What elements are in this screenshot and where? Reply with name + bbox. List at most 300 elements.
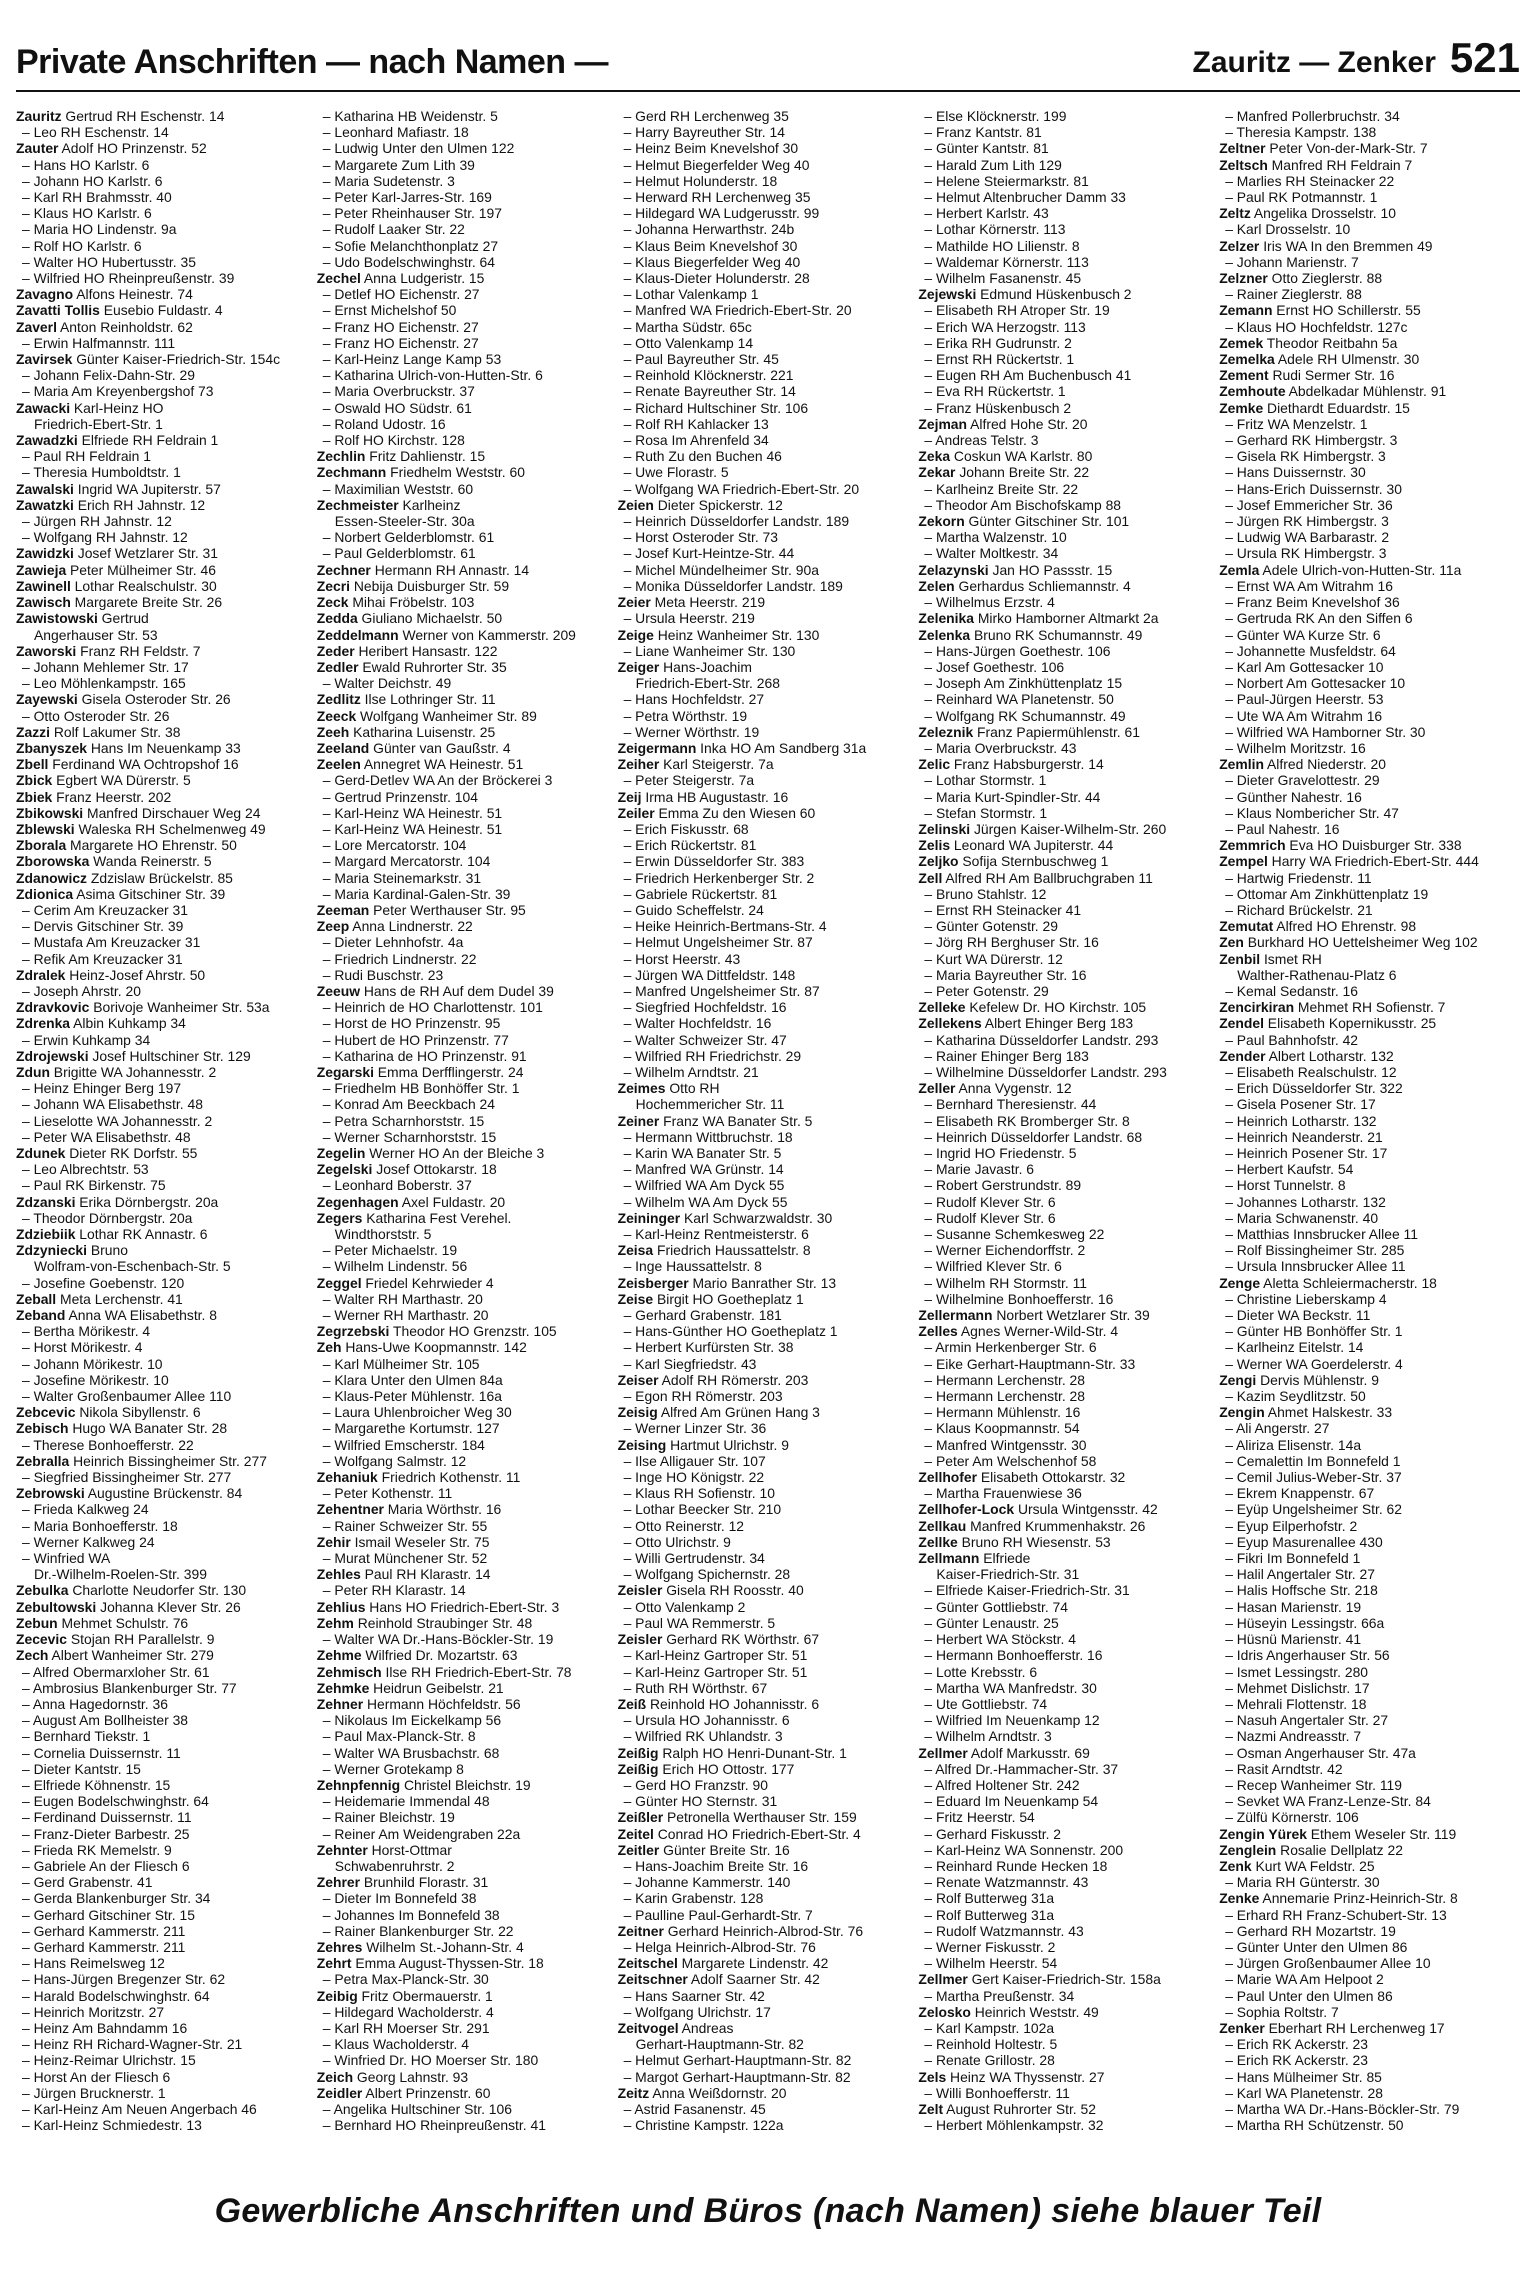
entry-surname: Zekar — [918, 464, 956, 481]
directory-entry — [618, 756, 911, 772]
directory-entry — [16, 1015, 309, 1031]
directory-entry — [918, 627, 1211, 643]
directory-entry — [317, 1615, 610, 1631]
entry-detail: Heinrich Weststr. 49 — [970, 2003, 1099, 2020]
entry-detail: Rosalie Dellplatz 22 — [1276, 1841, 1403, 1858]
directory-entry — [618, 1631, 911, 1647]
entry-detail: Maria Wörthstr. 16 — [383, 1501, 502, 1518]
directory-entry — [618, 1696, 911, 1712]
entry-surname: Zelazynski — [918, 561, 989, 578]
directory-entry: – Fritz WA Menzelstr. 1 — [1225, 415, 1368, 432]
entry-detail: Annegret WA Heinestr. 51 — [360, 756, 524, 773]
directory-entry — [317, 1210, 610, 1226]
entry-surname: Zehmke — [316, 1679, 370, 1696]
entry-surname: Zbiek — [16, 788, 53, 805]
directory-entry — [918, 1501, 1211, 1517]
directory-entry — [16, 886, 309, 902]
directory-entry: – Karl-Heinz Gartroper Str. 51 — [623, 1663, 808, 1680]
directory-entry: – Ferdinand Duissernstr. 11 — [22, 1809, 192, 1826]
entry-detail: Rolf Lakumer Str. 38 — [49, 723, 181, 740]
entry-surname: Zeka — [918, 448, 951, 465]
directory-entry: – Erwin Kuhkamp 34 — [22, 1031, 151, 1048]
entry-surname: Zelleke — [918, 999, 966, 1016]
directory-entry — [618, 789, 911, 805]
entry-detail: Manfred Krummenhakstr. 26 — [966, 1517, 1146, 1534]
directory-entry: – Heinz RH Richard-Wagner-Str. 21 — [22, 2036, 243, 2053]
directory-entry: – Winfried Dr. HO Moerser Str. 180 — [322, 2052, 539, 2069]
entry-surname: Zenke — [1219, 1890, 1260, 1907]
directory-entry: – Gabriele An der Fliesch 6 — [22, 1857, 190, 1874]
directory-entry: – Paul Unter den Ulmen 86 — [1225, 1987, 1393, 2004]
directory-entry: – Rainer Ehinger Berg 183 — [924, 1047, 1089, 1064]
entry-detail: Hermann RH Annastr. 14 — [370, 561, 530, 578]
entry-surname: Zawacki — [16, 399, 71, 416]
directory-entry — [618, 1761, 911, 1777]
entry-surname: Zavatti Tollis — [16, 302, 100, 319]
directory-entry: – Siegfried Hochfeldstr. 16 — [623, 999, 787, 1016]
directory-entry: – Walter WA Brusbachstr. 68 — [322, 1744, 500, 1761]
directory-entry — [16, 594, 309, 610]
entry-surname: Zeeck — [316, 707, 357, 724]
directory-entry: – Josef Kurt-Heintze-Str. 44 — [623, 545, 795, 562]
directory-entry — [16, 562, 309, 578]
directory-entry: – Ernst WA Am Witrahm 16 — [1225, 577, 1393, 594]
entry-surname: Zellkau — [918, 1517, 967, 1534]
directory-entry: – Sophia Roltstr. 7 — [1225, 2003, 1339, 2020]
directory-entry: – Walter Moltkestr. 34 — [924, 545, 1059, 562]
directory-entry: – Werner Fiskusstr. 2 — [924, 1938, 1056, 1955]
entry-detail: Katharina Fest Verehel. — [362, 1209, 512, 1226]
directory-entry: – Marie WA Am Helpoot 2 — [1225, 1971, 1384, 1988]
directory-entry — [317, 756, 610, 772]
directory-entry: – Jürgen RH Jahnstr. 12 — [22, 513, 172, 530]
directory-entry: – Klaus Biegerfelder Weg 40 — [623, 253, 801, 270]
directory-entry — [16, 999, 309, 1015]
directory-entry: – Karl Drosselstr. 10 — [1225, 221, 1351, 238]
entry-surname: Zenglein — [1219, 1841, 1277, 1858]
directory-entry: – Nikolaus Im Eickelkamp 56 — [322, 1712, 502, 1729]
entry-surname: Zedler — [316, 658, 359, 675]
directory-entry: – Frieda Kalkweg 24 — [22, 1501, 149, 1518]
directory-entry: – Herbert Karlstr. 43 — [924, 205, 1049, 222]
directory-entry: – Gerhard Kammerstr. 211 — [22, 1938, 186, 1955]
entry-detail: Gert Kaiser-Friedrich-Str. 158a — [967, 1971, 1161, 1988]
entry-detail: Friedrich Kothenstr. 11 — [377, 1469, 521, 1486]
directory-entry: – Renate Watzmannstr. 43 — [924, 1874, 1089, 1891]
entry-detail: Burkhard HO Uettelsheimer Weg 102 — [1243, 934, 1478, 951]
entry-surname: Zeitschner — [617, 1971, 688, 1988]
directory-entry: – Herbert Kaufstr. 54 — [1225, 1161, 1354, 1178]
directory-entry: – Hermann Wittbruchstr. 18 — [623, 1128, 793, 1145]
directory-entry: – Hans Reimelsweg 12 — [22, 1955, 165, 1972]
directory-entry: – Hans-Jürgen Bregenzer Str. 62 — [22, 1971, 226, 1988]
directory-entry: – Wilhelm Arndtstr. 3 — [924, 1728, 1052, 1745]
entry-detail: Ilse Lothringer Str. 11 — [360, 691, 496, 708]
directory-entry: – Heinrich Düsseldorfer Landstr. 189 — [623, 513, 850, 530]
directory-entry: – Wilhelm Arndtstr. 21 — [623, 1063, 759, 1080]
directory-entry: – Rosa Im Ahrenfeld 34 — [623, 432, 769, 449]
page-title: Private Anschriften — nach Namen — — [16, 43, 609, 81]
entry-surname: Zegelski — [316, 1161, 373, 1178]
directory-entry — [16, 351, 309, 367]
entry-surname: Zelzer — [1219, 237, 1260, 254]
entry-surname: Zeisig — [617, 1404, 658, 1421]
directory-entry — [1219, 853, 1512, 869]
directory-entry: – Werner Eichendorffstr. 2 — [924, 1242, 1086, 1259]
entry-surname: Zecevic — [16, 1631, 67, 1648]
directory-entry: – Paul WA Remmerstr. 5 — [623, 1614, 776, 1631]
directory-entry — [317, 578, 610, 594]
entry-surname: Zawidzki — [16, 545, 74, 562]
entry-detail: Heinrich Bissingheimer Str. 277 — [69, 1452, 267, 1469]
directory-entry: – Gerd HO Franzstr. 90 — [623, 1776, 768, 1793]
directory-entry: – Wolfgang WA Friedrich-Ebert-Str. 20 — [623, 480, 860, 497]
entry-detail: Wilhelm St.-Johann-Str. 4 — [362, 1938, 524, 1955]
entry-detail: Emma August-Thyssen-Str. 18 — [351, 1955, 544, 1972]
directory-entry: Friedrich-Ebert-Str. 268 — [635, 675, 780, 692]
entry-surname: Zeck — [316, 594, 349, 611]
directory-entry: – Gerda Blankenburger Str. 34 — [22, 1890, 211, 1907]
directory-entry: – Alfred Dr.-Hammacher-Str. 37 — [924, 1760, 1119, 1777]
entry-surname: Zeißler — [617, 1809, 664, 1826]
directory-entry: – Peter Am Welschenhof 58 — [924, 1452, 1097, 1469]
directory-entry — [317, 1777, 610, 1793]
entry-surname: Zemutat — [1219, 918, 1274, 935]
directory-entry: – Hüseyin Lessingstr. 66a — [1225, 1614, 1385, 1631]
directory-entry: – Eyup Masurenallee 430 — [1225, 1533, 1383, 1550]
directory-columns — [16, 108, 1520, 2154]
directory-entry — [16, 286, 309, 302]
entry-detail: Manfred RH Feldrain 7 — [1267, 156, 1413, 173]
directory-entry: – Martha WA Manfredstr. 30 — [924, 1679, 1097, 1696]
entry-detail: Leonard WA Jupiterstr. 44 — [950, 837, 1114, 854]
directory-entry: – Waldemar Körnerstr. 113 — [924, 253, 1089, 270]
directory-entry: – Karl Kampstr. 102a — [924, 2019, 1055, 2036]
entry-surname: Zeeman — [316, 901, 370, 918]
directory-entry: – Lotte Krebsstr. 6 — [924, 1663, 1038, 1680]
entry-surname: Zehres — [316, 1938, 363, 1955]
entry-surname: Zendel — [1219, 1015, 1264, 1032]
directory-entry: – Hildegard WA Ludgerusstr. 99 — [623, 205, 820, 222]
directory-entry — [317, 918, 610, 934]
directory-entry: – Horst Heerstr. 43 — [623, 950, 741, 967]
directory-entry: – Rolf Butterweg 31a — [924, 1906, 1055, 1923]
entry-detail: Ilse RH Friedrich-Ebert-Str. 78 — [381, 1663, 572, 1680]
directory-entry: – Erich Düsseldorfer Str. 322 — [1225, 1080, 1403, 1097]
directory-entry — [16, 740, 309, 756]
directory-entry — [1219, 918, 1512, 934]
directory-entry: – Wilhelmine Düsseldorfer Landstr. 293 — [924, 1063, 1167, 1080]
directory-entry: – Heinz Ehinger Berg 197 — [22, 1080, 182, 1097]
directory-entry: – Karl-Heinz WA Heinestr. 51 — [322, 820, 503, 837]
directory-entry: – Lothar Valenkamp 1 — [623, 286, 759, 303]
directory-entry — [918, 756, 1211, 772]
entry-surname: Zeitel — [617, 1825, 654, 1842]
directory-entry — [317, 610, 610, 626]
directory-entry — [317, 2069, 610, 2085]
directory-entry: – Harry Bayreuther Str. 14 — [623, 124, 785, 141]
directory-entry — [16, 610, 309, 626]
entry-detail: Anna Lindnerstr. 22 — [349, 918, 473, 935]
directory-entry: – Gisela Posener Str. 17 — [1225, 1096, 1376, 1113]
directory-entry: – Reinhard WA Planetenstr. 50 — [924, 691, 1114, 708]
entry-surname: Zeige — [617, 626, 654, 643]
entry-detail: Kefelew Dr. HO Kirchstr. 105 — [965, 999, 1147, 1016]
directory-entry — [317, 627, 610, 643]
directory-entry — [618, 1955, 911, 1971]
entry-detail: Sofija Sternbuschweg 1 — [958, 853, 1109, 870]
entry-detail: Margarete Lindenstr. 42 — [677, 1955, 829, 1972]
directory-entry — [618, 1404, 911, 1420]
directory-entry: – Erhard RH Franz-Schubert-Str. 13 — [1225, 1906, 1447, 1923]
directory-entry — [16, 319, 309, 335]
directory-entry — [1219, 562, 1512, 578]
directory-entry: – Wilfried WA Hamborner Str. 30 — [1225, 723, 1426, 740]
entry-detail: Günter van Gaußstr. 4 — [369, 739, 511, 756]
entry-detail: Erika Dörnbergstr. 20a — [75, 1193, 219, 1210]
directory-entry: – Eugen RH Am Buchenbusch 41 — [924, 367, 1132, 384]
entry-surname: Zehrt — [316, 1955, 352, 1972]
directory-entry: – Josefine Goebenstr. 120 — [22, 1274, 185, 1291]
directory-entry: – Erich Fiskusstr. 68 — [623, 820, 749, 837]
directory-entry — [618, 1080, 911, 1096]
entry-surname: Zengin Yürek — [1219, 1825, 1307, 1842]
entry-detail: Theodor HO Grenzstr. 105 — [389, 1323, 557, 1340]
entry-detail: Nikola Sibyllenstr. 6 — [75, 1404, 201, 1421]
directory-entry: – Franz Hüskenbusch 2 — [924, 399, 1072, 416]
entry-surname: Zeien — [617, 496, 654, 513]
entry-surname: Zebcevic — [16, 1404, 76, 1421]
entry-surname: Zegers — [316, 1209, 363, 1226]
directory-entry — [1219, 335, 1512, 351]
directory-entry: – Bertha Mörikestr. 4 — [22, 1323, 151, 1340]
entry-surname: Zeeuw — [316, 982, 361, 999]
directory-entry: – Cornelia Duissernstr. 11 — [22, 1744, 181, 1761]
directory-entry — [317, 1145, 610, 1161]
page-header — [16, 34, 1520, 86]
directory-entry: – Therese Bonhoefferstr. 22 — [22, 1436, 194, 1453]
directory-entry: – Hans Hochfeldstr. 27 — [623, 691, 765, 708]
directory-entry — [16, 1404, 309, 1420]
directory-entry: – Kazim Seydlitzstr. 50 — [1225, 1388, 1366, 1405]
directory-entry — [317, 1680, 610, 1696]
directory-entry: – Bernhard Tiekstr. 1 — [22, 1728, 151, 1745]
directory-entry: – Alfred Obermarxloher Str. 61 — [22, 1663, 210, 1680]
directory-entry: – Hans-Joachim Breite Str. 16 — [623, 1857, 809, 1874]
directory-entry: – Wilfried WA Am Dyck 55 — [623, 1177, 785, 1194]
directory-entry — [618, 2020, 911, 2036]
entry-surname: Zegelin — [316, 1145, 366, 1161]
entry-detail: Alfred Am Grünen Hang 3 — [657, 1404, 820, 1421]
entry-detail: Petronella Werthauser Str. 159 — [663, 1809, 857, 1826]
directory-entry: – Gerhard RK Himbergstr. 3 — [1225, 432, 1398, 449]
entry-detail: Anton Reinholdstr. 62 — [56, 318, 193, 335]
entry-surname: Zeich — [316, 2068, 354, 2085]
entry-surname: Zechlin — [316, 448, 366, 465]
directory-entry: Schwabenruhrstr. 2 — [334, 1857, 455, 1874]
entry-detail: Friedel Kehrwieder 4 — [361, 1274, 494, 1291]
directory-entry: Windthorststr. 5 — [334, 1226, 432, 1243]
entry-surname: Zeimes — [617, 1080, 666, 1097]
directory-entry: – Josefine Mörikestr. 10 — [22, 1371, 169, 1388]
directory-entry: – Theresia Kampstr. 138 — [1225, 124, 1377, 141]
column-4 — [918, 108, 1219, 2154]
entry-detail: Augustine Brückenstr. 84 — [84, 1485, 243, 1502]
entry-surname: Zeiser — [617, 1371, 659, 1388]
directory-entry: – Eduard Im Neuenkamp 54 — [924, 1793, 1099, 1810]
directory-entry — [16, 1307, 309, 1323]
directory-entry: – Klaus Koopmannstr. 54 — [924, 1420, 1080, 1437]
directory-entry — [918, 1015, 1211, 1031]
directory-entry: – Wilhelm Fasanenstr. 45 — [924, 270, 1082, 287]
entry-detail: Albin Kuhkamp 34 — [70, 1015, 186, 1032]
directory-entry: – Erwin Halfmannstr. 111 — [22, 334, 176, 351]
entry-detail: Johanna Klever Str. 26 — [96, 1598, 241, 1615]
entry-surname: Zborowska — [16, 853, 90, 870]
entry-surname: Zelen — [918, 577, 955, 594]
directory-entry: – Günter Kantstr. 81 — [924, 140, 1049, 157]
directory-entry — [16, 1145, 309, 1161]
directory-entry — [16, 1194, 309, 1210]
directory-entry: – Kurt WA Dürerstr. 12 — [924, 950, 1063, 967]
directory-entry: – Wilhelm WA Am Dyck 55 — [623, 1193, 788, 1210]
entry-surname: Zeelen — [316, 756, 361, 773]
entry-surname: Zeltsch — [1219, 156, 1268, 173]
entry-detail: Asima Gitschiner Str. 39 — [73, 885, 226, 902]
entry-detail: Abdelkadar Mühlenstr. 91 — [1285, 383, 1447, 400]
entry-surname: Zehir — [316, 1533, 351, 1550]
entry-detail: Angelika Drosselstr. 10 — [1250, 205, 1396, 222]
entry-detail: Wanda Reinerstr. 5 — [89, 853, 212, 870]
directory-entry — [618, 2085, 911, 2101]
directory-entry: – Katharina HB Weidenstr. 5 — [322, 108, 498, 124]
directory-entry: – Norbert Gelderblomstr. 61 — [322, 529, 495, 546]
directory-entry: – Günter Unter den Ulmen 86 — [1225, 1938, 1408, 1955]
directory-entry: – Wilhelmus Erzstr. 4 — [924, 594, 1055, 611]
entry-surname: Zegarski — [316, 1063, 374, 1080]
entry-surname: Zender — [1219, 1047, 1266, 1064]
entry-surname: Zeising — [617, 1436, 667, 1453]
entry-detail: Friedrich Haussattelstr. 8 — [653, 1242, 811, 1259]
entry-surname: Zbell — [16, 756, 49, 773]
directory-entry: – Otto Reinerstr. 12 — [623, 1517, 745, 1534]
entry-detail: Adele Ulrich-von-Hutten-Str. 11a — [1259, 561, 1462, 578]
directory-entry — [16, 1242, 309, 1258]
directory-entry: – Jürgen WA Dittfeldstr. 148 — [623, 966, 796, 983]
entry-surname: Zeiner — [617, 1112, 660, 1129]
entry-surname: Zeitvogel — [617, 2019, 679, 2036]
entry-detail: Josef Ottokarstr. 18 — [372, 1161, 497, 1178]
directory-entry: – Matthias Innsbrucker Allee 11 — [1225, 1226, 1418, 1243]
directory-entry — [16, 1485, 309, 1501]
directory-entry: – Richard Hultschiner Str. 106 — [623, 399, 809, 416]
directory-entry: – Helmut Gerhart-Hauptmann-Str. 82 — [623, 2052, 852, 2069]
entry-surname: Zelzner — [1219, 270, 1268, 287]
directory-entry: – Hermann Lerchenstr. 28 — [924, 1371, 1085, 1388]
directory-entry: – Michel Mündelheimer Str. 90a — [623, 561, 819, 578]
entry-detail: Elfriede RH Feldrain 1 — [77, 432, 219, 449]
entry-detail: Ralph HO Henri-Dunant-Str. 1 — [658, 1744, 847, 1761]
entry-detail: Franz WA Banater Str. 5 — [659, 1112, 813, 1129]
directory-entry: – Ute Gottliebstr. 74 — [924, 1695, 1048, 1712]
directory-entry: – Manfred WA Grünstr. 14 — [623, 1161, 784, 1178]
entry-surname: Zdrojewski — [16, 1047, 89, 1064]
entry-surname: Zavirsek — [16, 351, 73, 368]
entry-detail: Günter Breite Str. 16 — [659, 1841, 790, 1858]
entry-detail: Fritz Obermauerstr. 1 — [357, 1987, 493, 2004]
directory-entry — [1219, 837, 1512, 853]
directory-entry: – Otto Osteroder Str. 26 — [22, 707, 170, 724]
entry-detail: Meta Lerchenstr. 41 — [56, 1290, 183, 1307]
directory-entry: – Gisela RK Himbergstr. 3 — [1225, 448, 1386, 465]
directory-entry: Kaiser-Friedrich-Str. 31 — [936, 1566, 1080, 1583]
directory-entry: – Peter WA Elisabethstr. 48 — [22, 1128, 191, 1145]
entry-detail: Christel Bleichstr. 19 — [400, 1776, 531, 1793]
directory-entry: – Dieter Kantstr. 15 — [22, 1760, 141, 1777]
directory-entry: – Katharina Ulrich-von-Hutten-Str. 6 — [322, 367, 543, 384]
directory-entry — [1219, 1890, 1512, 1906]
directory-entry: – Maria Kardinal-Galen-Str. 39 — [322, 885, 511, 902]
directory-entry: – Joseph Ahrstr. 20 — [22, 982, 141, 999]
entry-detail: Heribert Hansastr. 122 — [354, 642, 498, 659]
directory-entry: Angerhauser Str. 53 — [34, 626, 158, 643]
directory-entry: – Maria Bonhoefferstr. 18 — [22, 1517, 178, 1534]
entry-surname: Zeißig — [617, 1760, 659, 1777]
directory-entry: – Friedrich Lindnerstr. 22 — [322, 950, 477, 967]
directory-entry: – Dieter Gravelottestr. 29 — [1225, 772, 1380, 789]
entry-surname: Zebisch — [16, 1420, 69, 1437]
entry-detail: Annemarie Prinz-Heinrich-Str. 8 — [1259, 1890, 1458, 1907]
entry-surname: Zels — [918, 2068, 947, 2085]
directory-entry: – Paul RH Feldrain 1 — [22, 448, 151, 465]
directory-entry: – Gerd RH Lerchenweg 35 — [623, 108, 789, 124]
directory-entry: – Egon RH Römerstr. 203 — [623, 1388, 783, 1405]
directory-entry: – Margarete Zum Lith 39 — [322, 156, 475, 173]
directory-entry: – Heinrich de HO Charlottenstr. 101 — [322, 999, 543, 1016]
entry-detail: Margarete HO Ehrenstr. 50 — [66, 837, 237, 854]
directory-entry — [618, 1809, 911, 1825]
page-number: 521 — [1449, 34, 1520, 81]
directory-entry — [317, 448, 610, 464]
directory-entry: – Sevket WA Franz-Lenze-Str. 84 — [1225, 1793, 1431, 1810]
entry-surname: Zawieja — [16, 561, 67, 578]
directory-entry: – Margard Mercatorstr. 104 — [322, 853, 491, 870]
directory-entry: – Johannes Im Bonnefeld 38 — [322, 1906, 500, 1923]
header-rule — [16, 90, 1520, 92]
directory-entry: – Günter Gotenstr. 29 — [924, 918, 1058, 935]
directory-entry: – Paul Max-Planck-Str. 8 — [322, 1728, 476, 1745]
directory-entry: – Hans-Erich Duissernstr. 30 — [1225, 480, 1402, 497]
directory-entry: – Jürgen Großenbaumer Allee 10 — [1225, 1955, 1431, 1972]
directory-entry: – Wilfried HO Rheinpreußenstr. 39 — [22, 270, 235, 287]
directory-entry: – Manfred Wintgensstr. 30 — [924, 1436, 1087, 1453]
entry-surname: Zazzi — [16, 723, 50, 740]
directory-entry: – Karin WA Banater Str. 5 — [623, 1145, 782, 1161]
directory-entry: – Horst An der Fliesch 6 — [22, 2068, 171, 2085]
directory-entry: – Johann WA Elisabethstr. 48 — [22, 1096, 203, 1113]
directory-entry: – Werner WA Goerdelerstr. 4 — [1225, 1355, 1403, 1372]
entry-detail: Peter Mülheimer Str. 46 — [66, 561, 216, 578]
entry-surname: Zehm — [316, 1614, 354, 1631]
directory-entry: – Johann Marienstr. 7 — [1225, 253, 1359, 270]
directory-entry: – Karl Am Gottesacker 10 — [1225, 658, 1384, 675]
entry-surname: Zeltz — [1219, 205, 1251, 222]
directory-entry: Friedrich-Ebert-Str. 1 — [34, 415, 163, 432]
entry-surname: Zeeland — [316, 739, 370, 756]
directory-entry — [618, 627, 911, 643]
directory-entry — [317, 740, 610, 756]
entry-surname: Zauter — [16, 140, 59, 157]
